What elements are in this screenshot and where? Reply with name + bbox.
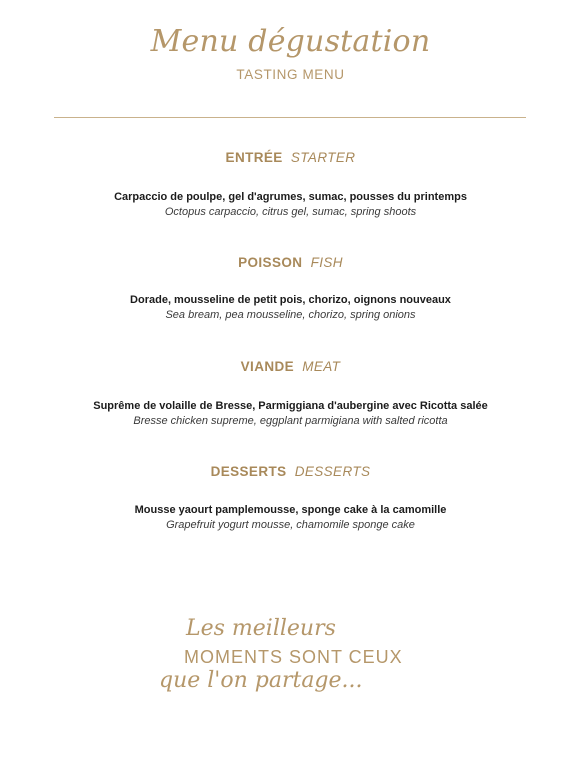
dish-name-fr: Suprême de volaille de Bresse, Parmiggiana d'aubergine avec Ricotta salée [93,400,488,412]
quote-line-3: que l'on partage... [159,668,363,693]
section-title-en: MEAT [302,359,341,374]
quote-line-2: MOMENTS SONT CEUX [184,647,403,667]
section-fish [0,255,581,321]
section-title-fr: VIANDE [240,359,295,374]
dish-name-fr: Dorade, mousseline de petit pois, chorizo, oignons nouveaux [130,294,451,306]
section-title-en: DESSERTS [294,464,371,479]
section-title [0,255,581,270]
section-desserts [0,464,581,531]
section-starter [0,150,581,218]
dish-name-en: Bresse chicken supreme, eggplant parmigiana with salted ricotta [133,415,448,427]
section-title-fr: POISSON [238,255,303,270]
dish-name-fr: Carpaccio de poulpe, gel d'agrumes, sumac, pousses du printemps [114,191,467,203]
section-title [0,150,581,165]
section-title-en: STARTER [290,150,356,165]
dish-name-en: Octopus carpaccio, citrus gel, sumac, spring shoots [164,206,417,218]
section-title-en: FISH [310,255,343,270]
header-divider [54,117,526,118]
dish-name-en: Sea bream, pea mousseline, chorizo, spring onions [165,309,416,321]
dish-name-en: Grapefruit yogurt mousse, chamomile sponge cake [166,519,415,531]
section-title [0,464,581,479]
section-title-fr: ENTRÉE [225,150,283,165]
section-title [0,359,581,374]
section-title-fr: DESSERTS [210,464,287,479]
section-meat [0,359,581,427]
quote-line-1: Les meilleurs [186,616,336,641]
menu-subtitle: TASTING MENU [236,67,345,82]
menu-title: Menu dégustation [150,24,431,59]
dish-name-fr: Mousse yaourt pamplemousse, sponge cake à la camomille [134,504,447,516]
